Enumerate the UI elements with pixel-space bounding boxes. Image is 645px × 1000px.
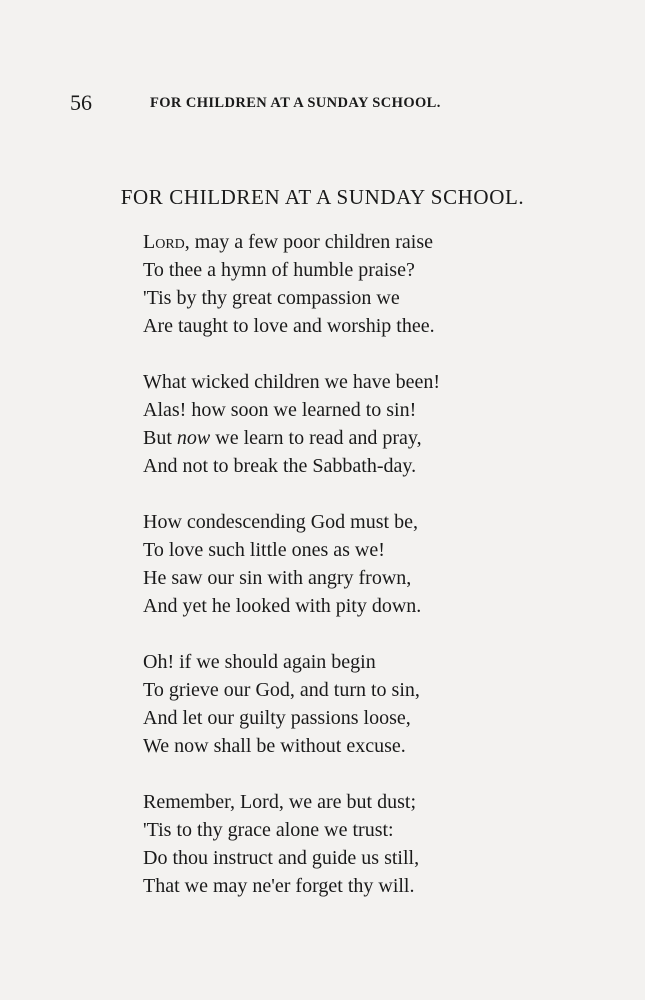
poem-line xyxy=(143,424,543,452)
poem-line: How condescending God must be, xyxy=(143,511,418,533)
poem-line: He saw our sin with angry frown, xyxy=(143,567,412,589)
stanza-3 xyxy=(143,508,543,620)
stanza-2 xyxy=(143,368,543,480)
line-part: we learn to read and pray, xyxy=(210,427,422,449)
page-number: 56 xyxy=(70,90,92,115)
poem-title: FOR CHILDREN AT A SUNDAY SCHOOL. xyxy=(120,185,525,209)
running-title: FOR CHILDREN AT A SUNDAY SCHOOL. xyxy=(150,95,441,111)
poem-line: We now shall be without excuse. xyxy=(143,735,406,757)
poem-line: What wicked children we have been! xyxy=(143,371,441,393)
poem-line: Do thou instruct and guide us still, xyxy=(143,847,420,869)
poem-line: To love such little ones as we! xyxy=(143,539,385,561)
poem-line: Remember, Lord, we are but dust; xyxy=(143,791,417,813)
running-head xyxy=(70,88,590,118)
poem-line: 'Tis by thy great compassion we xyxy=(143,287,400,309)
poem-line xyxy=(143,228,543,256)
poem-line: To thee a hymn of humble praise? xyxy=(143,259,415,281)
poem-line: Oh! if we should again begin xyxy=(143,651,376,673)
poem-line: And let our guilty passions loose, xyxy=(143,707,411,729)
poem-body xyxy=(143,228,543,928)
stanza-1 xyxy=(143,228,543,340)
stanza-5 xyxy=(143,788,543,900)
poem-line: To grieve our God, and turn to sin, xyxy=(143,679,420,701)
poem-line: Alas! how soon we learned to sin! xyxy=(143,399,417,421)
emphasized-word: now xyxy=(176,427,211,449)
poem-line: And not to break the Sabbath-day. xyxy=(143,455,417,477)
opening-word: Lord, xyxy=(143,231,190,253)
poem-line: And yet he looked with pity down. xyxy=(143,595,422,617)
poem-line: Are taught to love and worship thee. xyxy=(143,315,435,337)
poem-line: 'Tis to thy grace alone we trust: xyxy=(143,819,394,841)
line-part: But xyxy=(143,427,177,449)
poem-line: That we may ne'er forget thy will. xyxy=(143,875,415,897)
opening-line-rest: may a few poor children raise xyxy=(189,231,434,253)
stanza-4 xyxy=(143,648,543,760)
